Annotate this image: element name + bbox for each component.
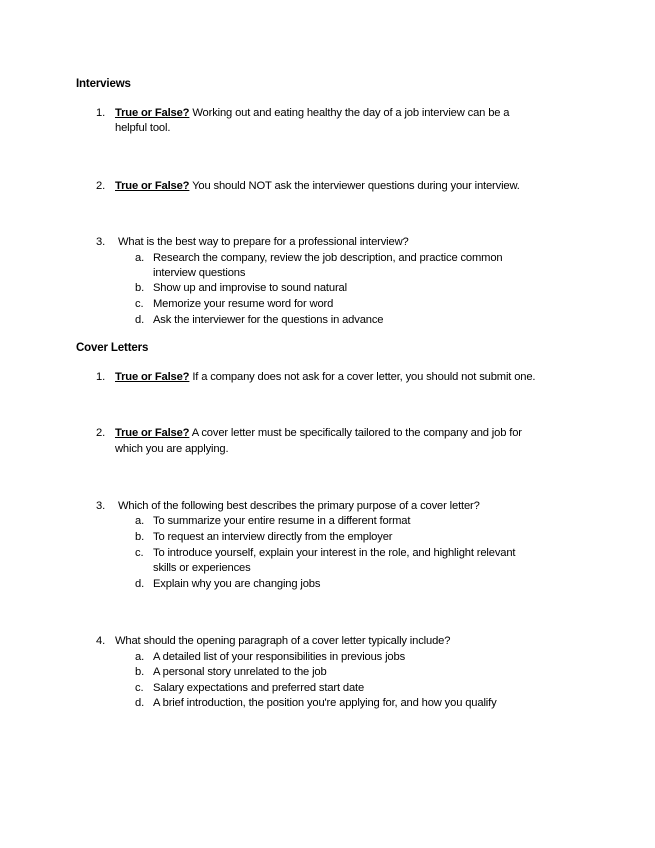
option-text: To introduce yourself, explain your interest in the role, and highlight relevant	[153, 547, 516, 559]
option-letter: b.	[135, 666, 145, 678]
question-line: which you are applying.	[115, 443, 229, 455]
option-letter: a.	[135, 515, 145, 527]
question-number: 2.	[96, 180, 106, 192]
question-number: 4.	[96, 635, 106, 647]
option-text: To request an interview directly from the employer	[153, 531, 393, 543]
section-heading-interviews: Interviews	[76, 78, 131, 90]
option-text: skills or experiences	[153, 562, 251, 574]
option-text: A personal story unrelated to the job	[153, 666, 327, 678]
option-text: A brief introduction, the position you're applying for, and how you qualify	[153, 697, 497, 709]
question-number: 1.	[96, 371, 106, 383]
question-text	[115, 369, 535, 385]
true-false-label: True or False?	[115, 180, 190, 192]
option-text: To summarize your entire resume in a different format	[153, 515, 411, 527]
question-line: You should NOT ask the interviewer questions during your interview.	[189, 180, 520, 192]
option-letter: a.	[135, 651, 145, 663]
option-letter: c.	[135, 682, 144, 694]
option-text: interview questions	[153, 267, 246, 279]
option-letter: d.	[135, 314, 145, 326]
option-text: Salary expectations and preferred start date	[153, 682, 365, 694]
question-text: Which of the following best describes the primary purpose of a cover letter?	[118, 500, 480, 512]
question-line: A cover letter must be specifically tailored to the company and job for	[189, 427, 522, 439]
option-letter: b.	[135, 282, 145, 294]
true-false-label: True or False?	[115, 107, 190, 119]
option-letter: c.	[135, 547, 144, 559]
option-text: A detailed list of your responsibilities in previous jobs	[153, 651, 406, 663]
option-letter: d.	[135, 578, 145, 590]
option-letter: b.	[135, 531, 145, 543]
question-line: Working out and eating healthy the day of a job interview can be a	[189, 107, 510, 119]
question-text	[115, 178, 520, 194]
question-text: What should the opening paragraph of a cover letter typically include?	[115, 635, 451, 647]
option-text: Memorize your resume word for word	[153, 298, 334, 310]
option-letter: d.	[135, 697, 145, 709]
question-number: 1.	[96, 107, 106, 119]
option-letter: a.	[135, 252, 145, 264]
question-text	[115, 105, 509, 121]
true-false-label: True or False?	[115, 371, 190, 383]
option-letter: c.	[135, 298, 144, 310]
question-number: 2.	[96, 427, 106, 439]
option-text: Explain why you are changing jobs	[153, 578, 321, 590]
question-text: What is the best way to prepare for a professional interview?	[118, 236, 409, 248]
question-number: 3.	[96, 236, 106, 248]
question-line: helpful tool.	[115, 122, 171, 134]
section-heading-cover-letters: Cover Letters	[76, 342, 149, 354]
option-text: Show up and improvise to sound natural	[153, 282, 347, 294]
true-false-label: True or False?	[115, 427, 190, 439]
question-text	[115, 425, 522, 441]
question-number: 3.	[96, 500, 106, 512]
option-text: Research the company, review the job description, and practice common	[153, 252, 503, 264]
question-line: If a company does not ask for a cover letter, you should not submit one.	[189, 371, 536, 383]
option-text: Ask the interviewer for the questions in advance	[153, 314, 384, 326]
